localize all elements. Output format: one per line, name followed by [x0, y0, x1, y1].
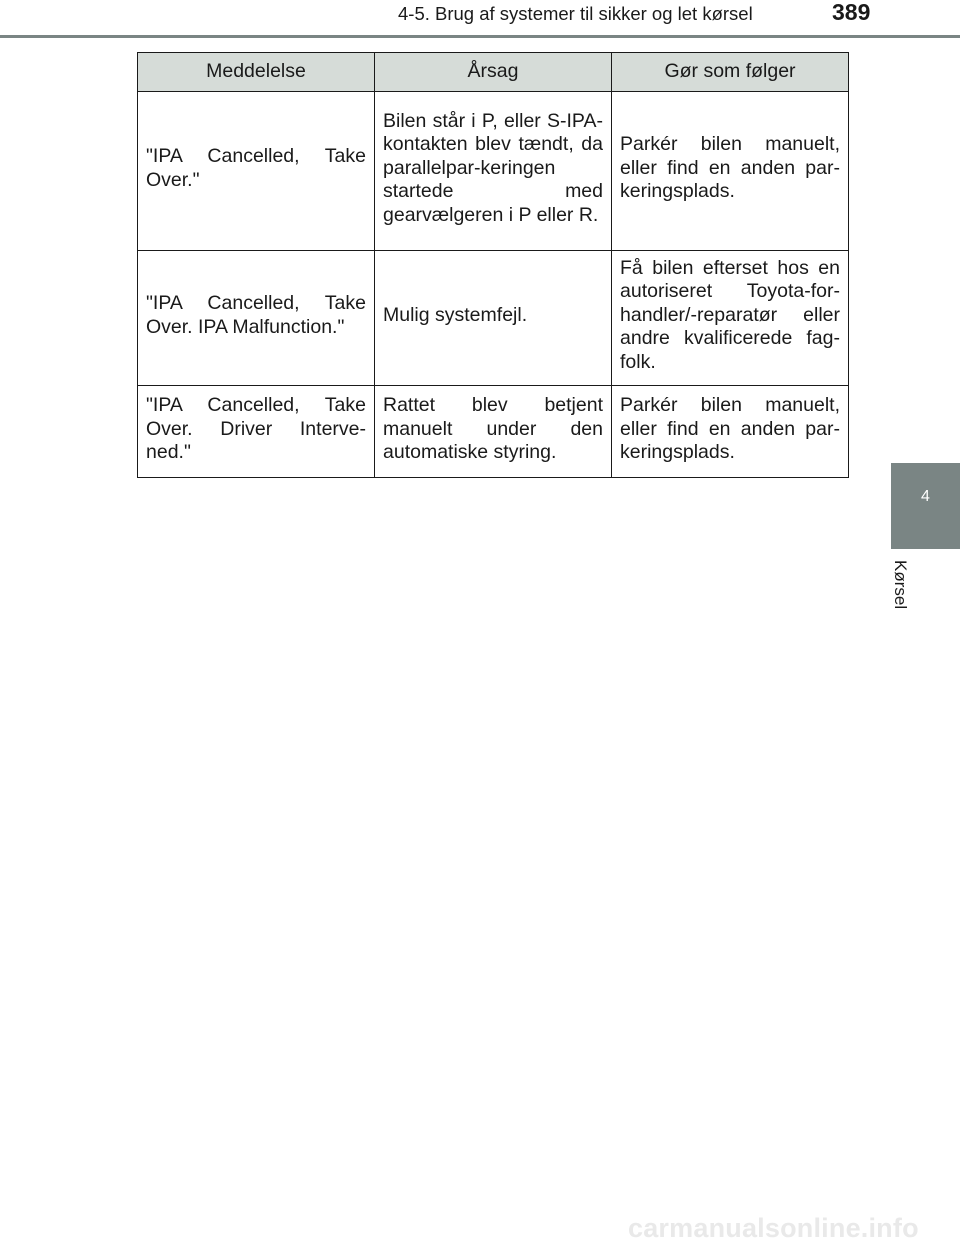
column-header-action: Gør som følger [612, 53, 849, 92]
chapter-label-container [891, 560, 922, 620]
page-number: 389 [832, 0, 871, 25]
cell-message: "IPA Cancelled, Take Over." [138, 92, 375, 251]
chapter-tab [891, 463, 960, 549]
column-header-cause: Årsag [375, 53, 612, 92]
cell-cause: Rattet blev betjent manuelt under den automatiske styring. [375, 386, 612, 478]
column-header-message: Meddelelse [138, 53, 375, 92]
cell-message: "IPA Cancelled, Take Over. IPA Malfunction." [138, 251, 375, 386]
cell-action: Parkér bilen manuelt, eller find en anden par-keringsplads. [612, 92, 849, 251]
page-header [0, 0, 960, 38]
table-row [138, 251, 849, 386]
message-table [137, 52, 849, 478]
watermark: carmanualsonline.info [628, 1213, 919, 1243]
table-row [138, 92, 849, 251]
chapter-number: 4 [921, 488, 930, 505]
header-divider [0, 35, 960, 38]
cell-message: "IPA Cancelled, Take Over. Driver Interve-ned." [138, 386, 375, 478]
section-title: 4-5. Brug af systemer til sikker og let kørsel [398, 3, 753, 24]
table-header-row [138, 53, 849, 92]
cell-cause: Mulig systemfejl. [375, 251, 612, 386]
cell-action: Få bilen efterset hos en autoriseret Toyota-for-handler/-reparatør eller andre kvalificerede fag-folk. [612, 251, 849, 386]
cell-cause: Bilen står i P, eller S-IPA-kontakten blev tændt, da parallelpar-keringen startede med gearvælgeren i P eller R. [375, 92, 612, 251]
cell-action: Parkér bilen manuelt, eller find en anden par-keringsplads. [612, 386, 849, 478]
chapter-label: Kørsel [891, 560, 910, 610]
table-row [138, 386, 849, 478]
